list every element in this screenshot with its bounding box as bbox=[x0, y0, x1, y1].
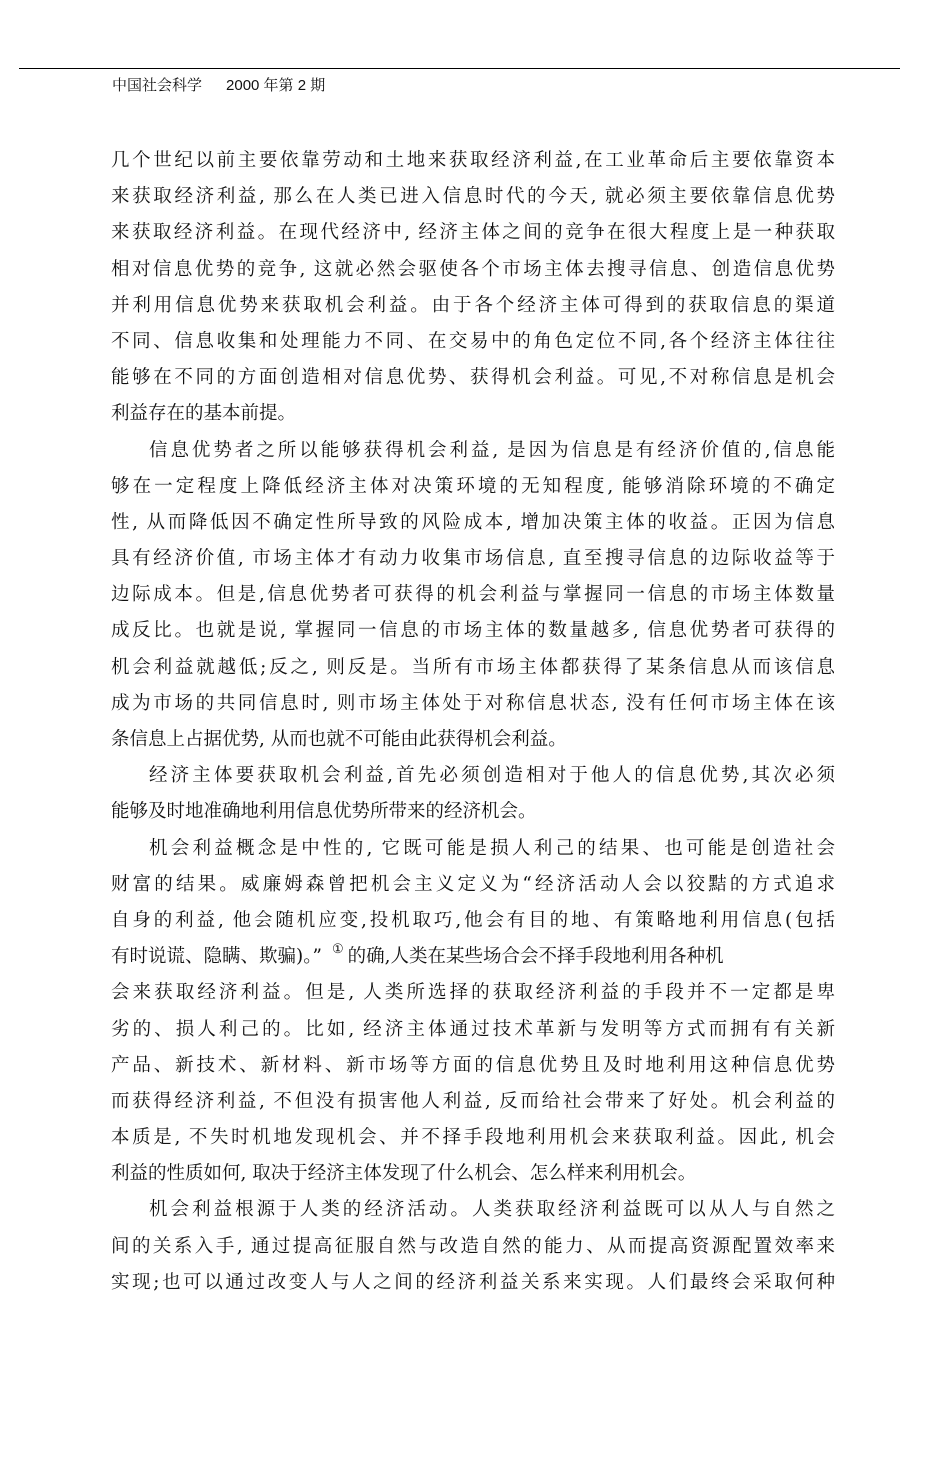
text-line: 劣的、损人利己的。比如, 经济主体通过技术革新与发明等方式而拥有有关新 bbox=[111, 1018, 835, 1040]
quote-end-text: 有时说谎、隐瞒、欺骗)。” bbox=[111, 946, 322, 968]
text-line: 能够及时地准确地利用信息优势所带来的经济机会。 bbox=[111, 801, 537, 823]
text-line: 会来获取经济利益。但是, 人类所选择的获取经济利益的手段并不一定都是卑 bbox=[111, 982, 835, 1004]
text-line: 够在一定程度上降低经济主体对决策环境的无知程度, 能够消除环境的不确定 bbox=[111, 475, 835, 497]
text-line: 而获得经济利益, 不但没有损害他人利益, 反而给社会带来了好处。机会利益的 bbox=[111, 1090, 835, 1112]
text-line: 性, 从而降低因不确定性所导致的风险成本, 增加决策主体的收益。正因为信息 bbox=[111, 511, 835, 533]
text-line: 间的关系入手, 通过提高征服自然与改造自然的能力、从而提高资源配置效率来 bbox=[111, 1235, 835, 1257]
text-line: 本质是, 不失时机地发现机会、并不择手段地利用机会来获取利益。因此, 机会 bbox=[111, 1127, 835, 1149]
text-line: 具有经济价值, 市场主体才有动力收集市场信息, 直至搜寻信息的边际收益等于 bbox=[111, 548, 835, 570]
text-line: 成为市场的共同信息时, 则市场主体处于对称信息状态, 没有任何市场主体在该 bbox=[111, 692, 835, 714]
text-line: 条信息上占据优势, 从而也就不可能由此获得机会利益。 bbox=[111, 729, 567, 750]
text-line: 几个世纪以前主要依靠劳动和土地来获取经济利益,在工业革命后主要依靠资本 bbox=[111, 150, 835, 171]
text-line: 相对信息优势的竞争, 这就必然会驱使各个市场主体去搜寻信息、创造信息优势 bbox=[111, 258, 835, 280]
text-line: 能够在不同的方面创造相对信息优势、获得机会利益。可见,不对称信息是机会 bbox=[111, 367, 835, 389]
text-line: 财富的结果。威廉姆森曾把机会主义定义为“经济活动人会以狡黠的方式追求 bbox=[111, 873, 835, 895]
text-line: 机会利益根源于人类的经济活动。人类获取经济利益既可以从人与自然之 bbox=[149, 1199, 835, 1221]
paragraph bbox=[111, 1192, 835, 1301]
text-line: 经济主体要获取机会利益,首先必须创造相对于他人的信息优势,其次必须 bbox=[149, 765, 835, 787]
paragraph bbox=[111, 758, 835, 830]
text-line: 机会利益就越低;反之, 则反是。当所有市场主体都获得了某条信息从而该信息 bbox=[111, 656, 835, 678]
footnote-marker[interactable]: ① bbox=[331, 942, 344, 958]
text-line: 产品、新技术、新材料、新市场等方面的信息优势且及时地利用这种信息优势 bbox=[111, 1054, 835, 1076]
text-line: 实现;也可以通过改变人与人之间的经济利益关系来实现。人们最终会采取何种 bbox=[111, 1271, 835, 1293]
text-line: 来获取经济利益。在现代经济中, 经济主体之间的竞争在很大程度上是一种获取 bbox=[111, 222, 835, 244]
text-line: 利益存在的基本前提。 bbox=[111, 403, 297, 425]
paragraph bbox=[111, 143, 835, 433]
text-line: 边际成本。但是,信息优势者可获得的机会利益与掌握同一信息的市场主体数量 bbox=[111, 584, 835, 606]
text-line: 成反比。也就是说, 掌握同一信息的市场主体的数量越多, 信息优势者可获得的 bbox=[111, 620, 835, 642]
text-line-with-footnote bbox=[111, 939, 835, 975]
text-after-footnote: 的确,人类在某些场合会不择手段地利用各种机 bbox=[347, 946, 724, 968]
text-line: 信息优势者之所以能够获得机会利益, 是因为信息是有经济价值的,信息能 bbox=[149, 439, 835, 461]
header-rule bbox=[19, 68, 900, 69]
text-line: 并利用信息优势来获取机会利益。由于各个经济主体可得到的获取信息的渠道 bbox=[111, 294, 835, 316]
text-line: 利益的性质如何, 取决于经济主体发现了什么机会、怎么样来利用机会。 bbox=[111, 1163, 697, 1185]
text-line: 机会利益概念是中性的, 它既可能是损人利己的结果、也可能是创造社会 bbox=[149, 837, 835, 859]
paragraph bbox=[111, 831, 835, 1193]
journal-name: 中国社会科学 bbox=[112, 77, 203, 94]
text-line: 来获取经济利益, 那么在人类已进入信息时代的今天, 就必须主要依靠信息优势 bbox=[111, 186, 835, 208]
text-line: 自身的利益, 他会随机应变,投机取巧,他会有目的地、有策略地利用信息(包括 bbox=[111, 909, 835, 931]
text-line: 不同、信息收集和处理能力不同、在交易中的角色定位不同,各个经济主体往往 bbox=[111, 330, 835, 352]
paragraph bbox=[111, 433, 835, 759]
running-header bbox=[112, 74, 325, 95]
issue-number: 2000 年第 2 期 bbox=[226, 77, 326, 94]
article-body bbox=[111, 143, 835, 1301]
